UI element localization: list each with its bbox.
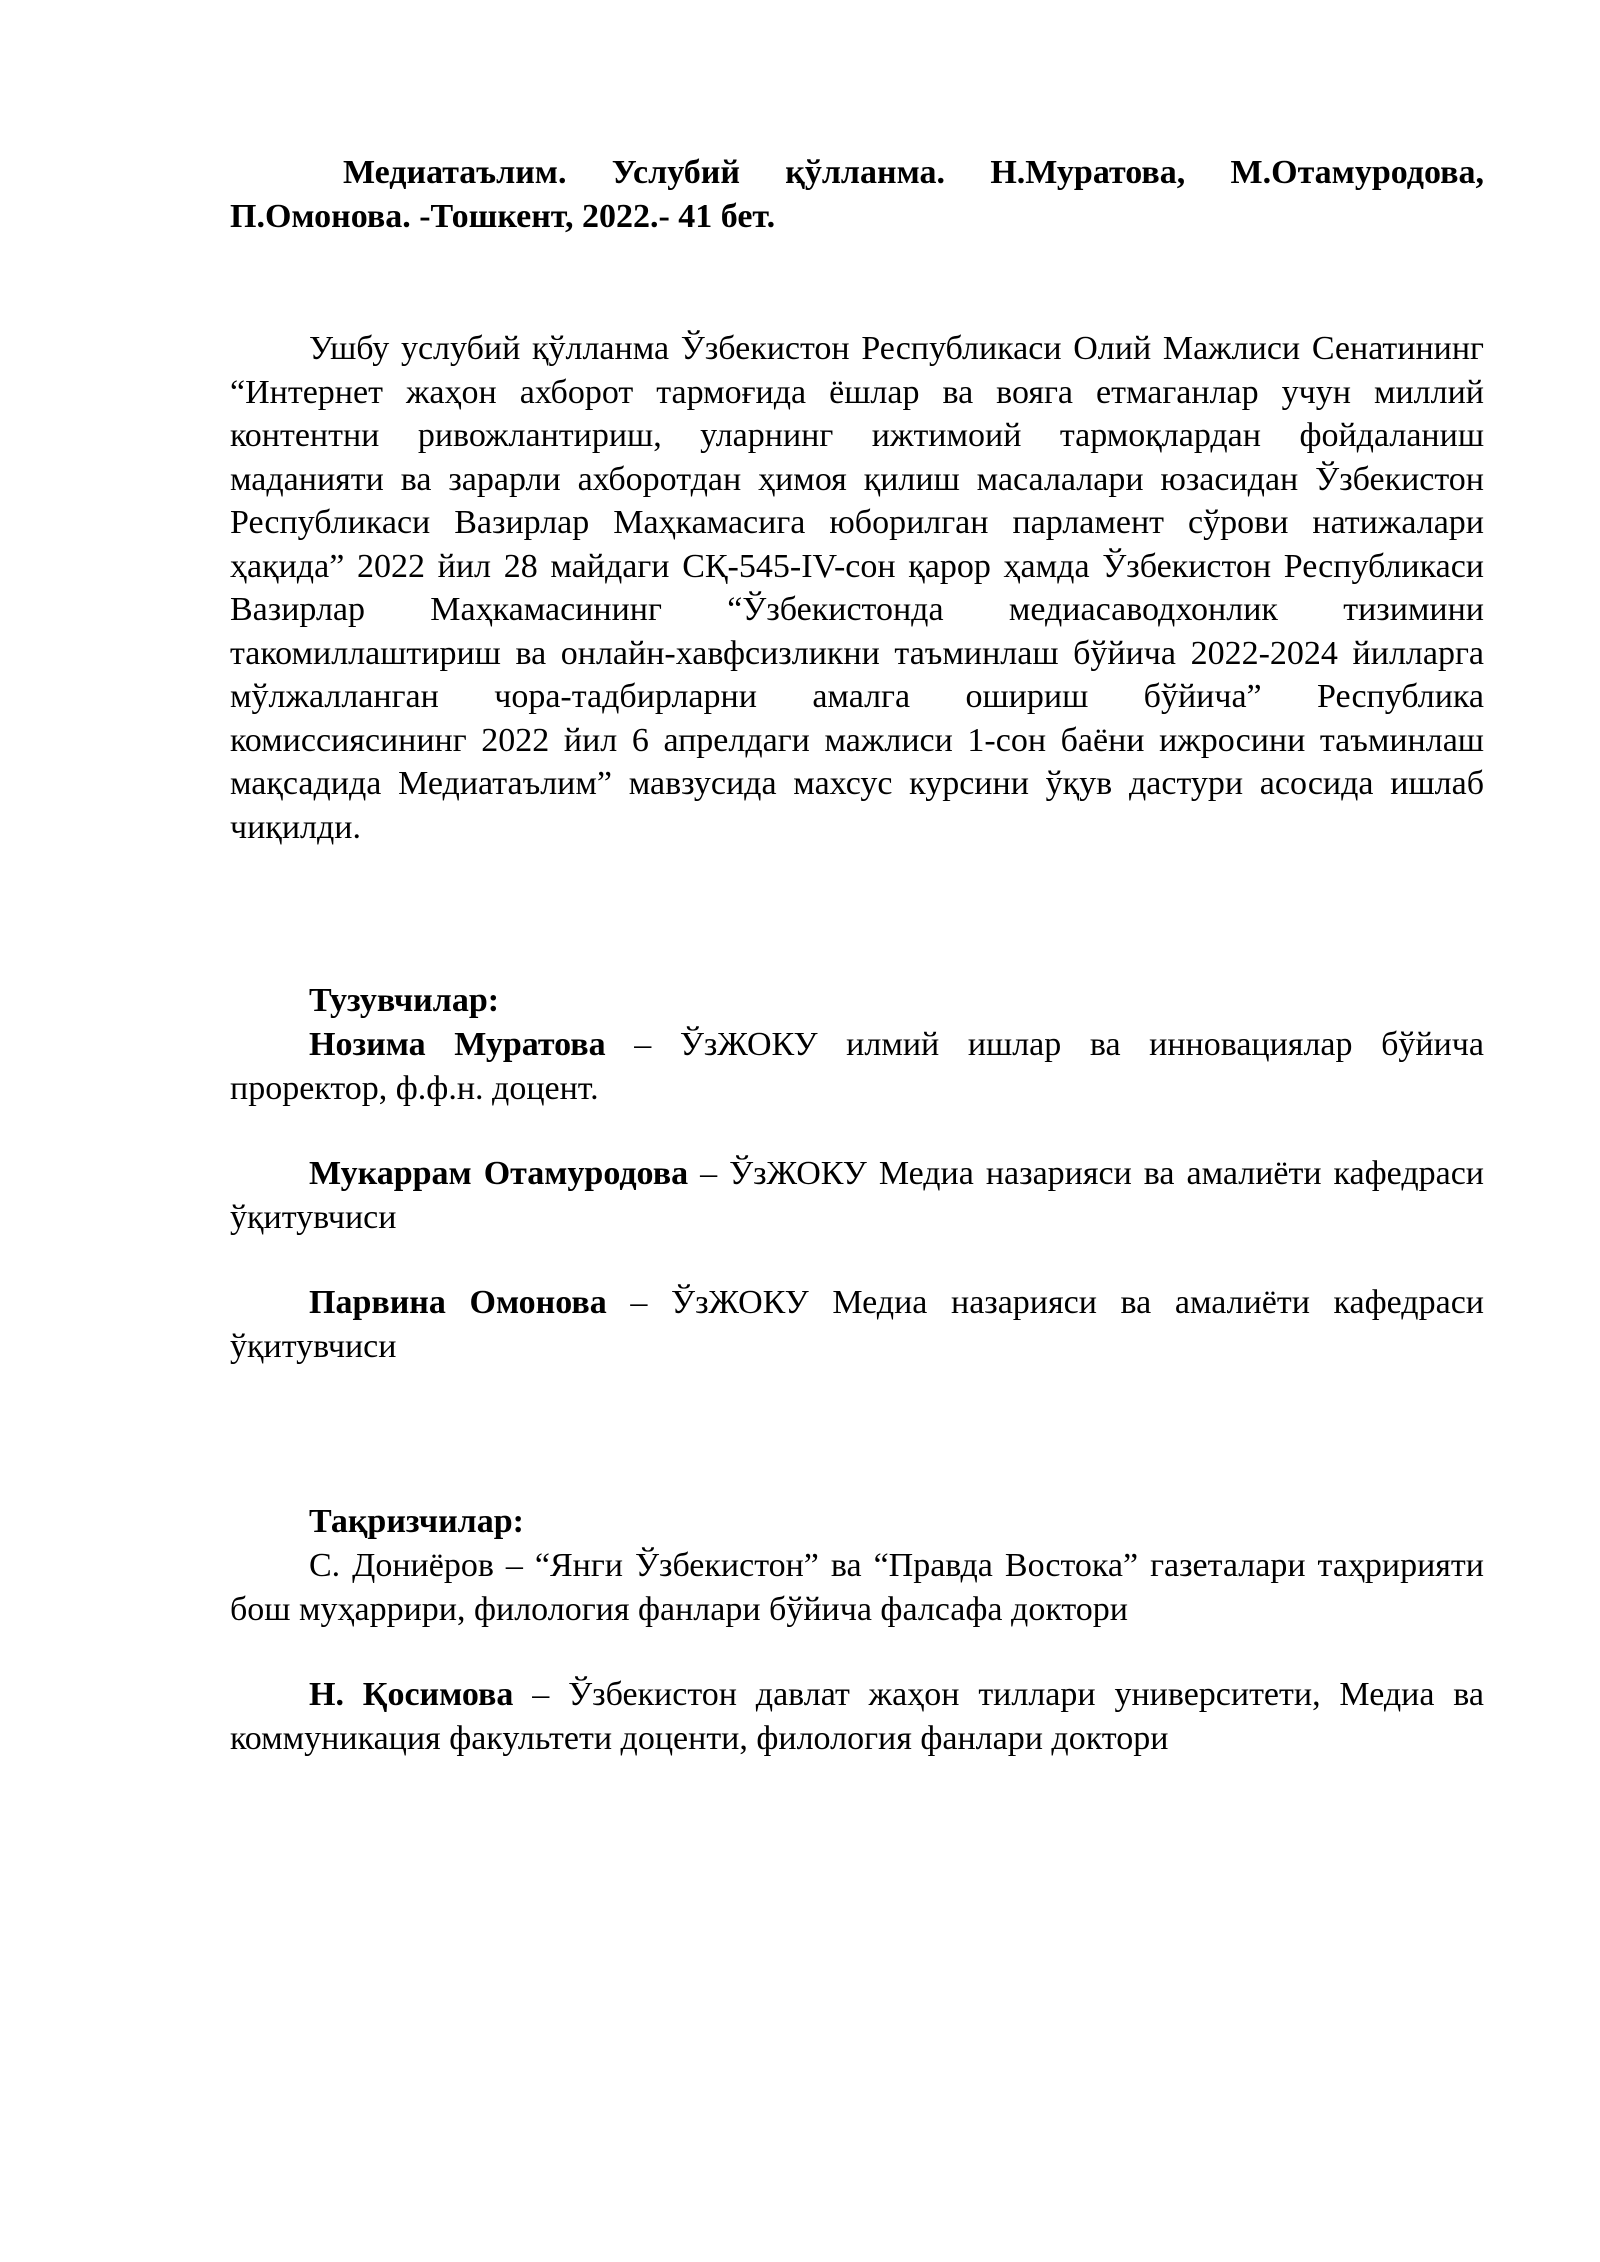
document-title: Медиатаълим. Услубий қўлланма. Н.Муратова, М.Отамуродова, П.Омонова. -Тошкент, 2022.- 41 бет. [230, 154, 1484, 235]
compiler-entry [230, 1023, 1484, 1110]
compiler-description: – ЎзЖОКУ илмий ишлар ва инновациялар бўйича проректор, ф.ф.н. доцент. [230, 1026, 1484, 1107]
reviewer-entry [230, 1673, 1484, 1760]
compiler-name: Парвина Омонова [309, 1284, 607, 1321]
reviewer-name: Н. Қосимова [309, 1676, 514, 1713]
reviewer-description: С. Дониёров – “Янги Ўзбекистон” ва “Правда Востока” газеталари таҳририяти бош муҳаррири, филология фанлари бўйича фалсафа доктори [230, 1547, 1484, 1628]
compilers-heading: Тузувчилар: [309, 982, 500, 1019]
compiler-entry [230, 1281, 1484, 1368]
abstract-paragraph: Ушбу услубий қўлланма Ўзбекистон Республикаси Олий Мажлиси Сенатининг “Интернет жаҳон ахборот тармоғида ёшлар ва вояга етмаганлар учун миллий контентни ривожлантириш, уларнинг ижтимоий тармоқлардан фойдаланиш маданияти ва зарарли ахборотдан ҳимоя қилиш масалалари юзасидан Ўзбекистон Республикаси Вазирлар Маҳкамасига юборилган парламент сўрови натижалари ҳақида” 2022 йил 28 майдаги СҚ-545-IV-сон қарор ҳамда Ўзбекистон Республикаси Вазирлар Маҳкамасининг “Ўзбекистонда медиасаводхонлик тизимини такомиллаштириш ва онлайн-хавфсизликни таъминлаш бўйича 2022-2024 йилларга мўлжалланган чора-тадбирларни амалга ошириш бўйича” Республика комиссиясининг 2022 йил 6 апрелдаги мажлиси 1-сон баёни ижросини таъминлаш мақсадида Медиатаълим” мавзусида махсус курсини ўқув дастури асосида ишлаб чиқилди. [230, 330, 1484, 846]
compiler-name: Мукаррам Отамуродова [309, 1155, 689, 1192]
reviewer-description: – Ўзбекистон давлат жаҳон тиллари университети, Медиа ва коммуникация факультети доценти, филология фанлари доктори [230, 1676, 1484, 1757]
compiler-name: Нозима Муратова [309, 1026, 606, 1063]
reviewers-heading: Тақризчилар: [309, 1503, 524, 1540]
compiler-description: – ЎзЖОКУ Медиа назарияси ва амалиёти кафедраси ўқитувчиси [230, 1284, 1484, 1365]
compiler-entry [230, 1152, 1484, 1239]
reviewer-entry [230, 1544, 1484, 1631]
compiler-description: – ЎзЖОКУ Медиа назарияси ва амалиёти кафедраси ўқитувчиси [230, 1155, 1484, 1236]
